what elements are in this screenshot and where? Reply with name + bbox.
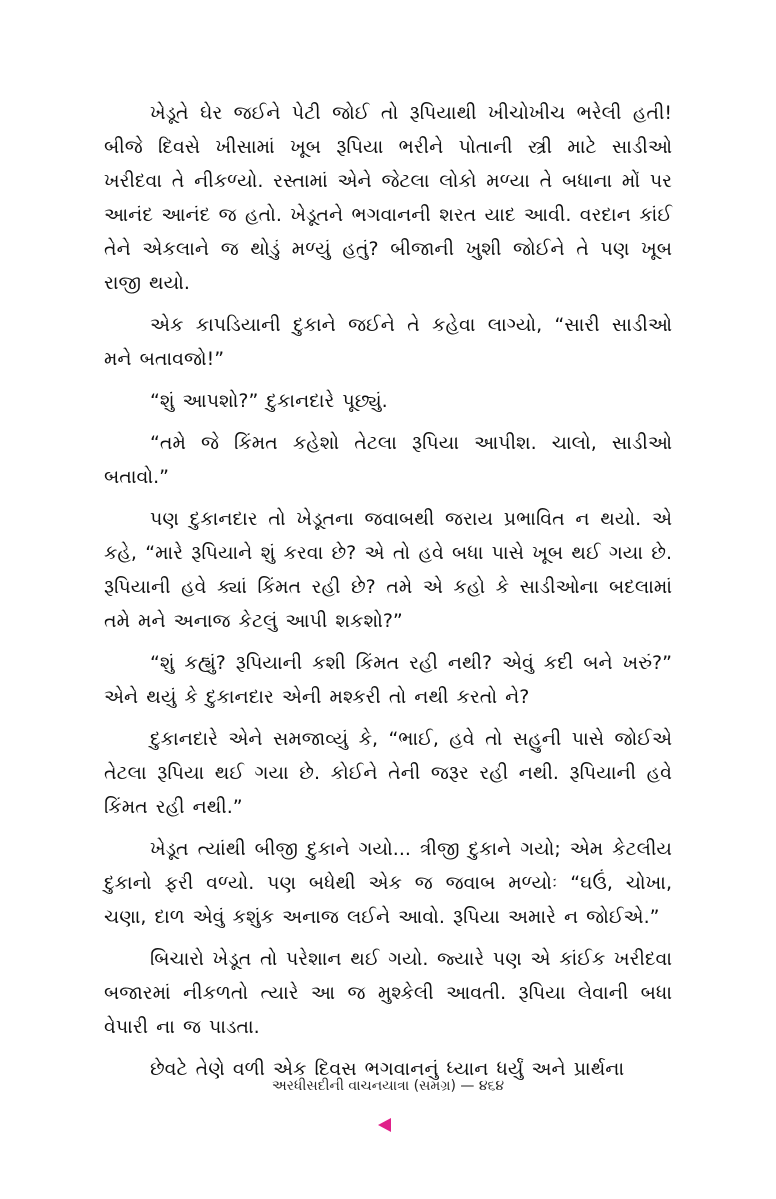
paragraph-5: પણ દુકાનદાર તો ખેડૂતના જવાબથી જરાય પ્રભાવિત ન થયો. એ કહે, “મારે રૂપિયાને શું કરવા છે? એ તો હવે બધા પાસે ખૂબ થઈ ગયા છે. રૂપિયાની હવે ક્યાં કિંમત રહી છે? તમે એ કહો કે સાડીઓના બદલામાં તમે મને અનાજ કેટલું આપી શકશો?” [104,508,672,632]
page-body-text [104,96,672,1094]
paragraph-2: એક કાપડિયાની દુકાને જઈને તે કહેવા લાગ્યો, “સારી સાડીઓ મને બતાવજો!” [104,314,672,370]
paragraph-10: છેવટે તેણે વળી એક દિવસ ભગવાનનું ધ્યાન ધર્યું અને પ્રાર્થના [150,1058,625,1080]
paragraph-9: બિચારો ખેડૂત તો પરેશાન થઈ ગયો. જ્યારે પણ એ કાંઈક ખરીદવા બજારમાં નીકળતો ત્યારે આ જ મુશ્કેલી આવતી. રૂપિયા લેવાની બધા વેપારી ના જ પાડતા. [104,948,672,1038]
paragraph-3: “શું આપશો?” દુકાનદારે પૂછ્યું. [150,390,388,412]
page-footer: અરધીસદીની વાચનયાત્રા (સમગ્ર) — ૪૬૪ [271,1078,505,1094]
paragraph-7: દુકાનદારે એને સમજાવ્યું કે, “ભાઈ, હવે તો સહુની પાસે જોઈએ તેટલા રૂપિયા થઈ ગયા છે. કોઈને તેની જરૂર રહી નથી. રૂપિયાની હવે કિંમત રહી નથી.” [104,728,672,818]
paragraph-8: ખેડૂત ત્યાંથી બીજી દુકાને ગયો... ત્રીજી દુકાને ગયો; એમ કેટલીય દુકાનો ફરી વળ્યો. પણ બધેથી એક જ જવાબ મળ્યોઃ “ઘઉં, ચોખા, ચણા, દાળ એવું કશુંક અનાજ લઈને આવો. રૂપિયા અમારે ન જોઈએ.” [104,838,672,928]
left-triangle-icon[interactable] [378,1118,391,1132]
paragraph-4: “તમે જે કિંમત કહેશો તેટલા રૂપિયા આપીશ. ચાલો, સાડીઓ બતાવો.” [104,432,672,488]
paragraph-6: “શું કહ્યું? રૂપિયાની કશી કિંમત રહી નથી? એવું કદી બને ખરું?” એને થયું કે દુકાનદાર એની મશ્કરી તો નથી કરતો ને? [104,652,672,708]
paragraph-1: ખેડૂતે ઘેર જઈને પેટી જોઈ તો રૂપિયાથી ખીચોખીચ ભરેલી હતી! બીજે દિવસે ખીસામાં ખૂબ રૂપિયા ભરીને પોતાની સ્ત્રી માટે સાડીઓ ખરીદવા તે નીકળ્યો. રસ્તામાં એને જેટલા લોકો મળ્યા તે બધાના મોં પર આનંદ આનંદ જ હતો. ખેડૂતને ભગવાનની શરત યાદ આવી. વરદાન કાંઈ તેને એકલાને જ થોડું મળ્યું હતું? બીજાની ખુશી જોઈને તે પણ ખૂબ રાજી થયો. [104,102,672,294]
